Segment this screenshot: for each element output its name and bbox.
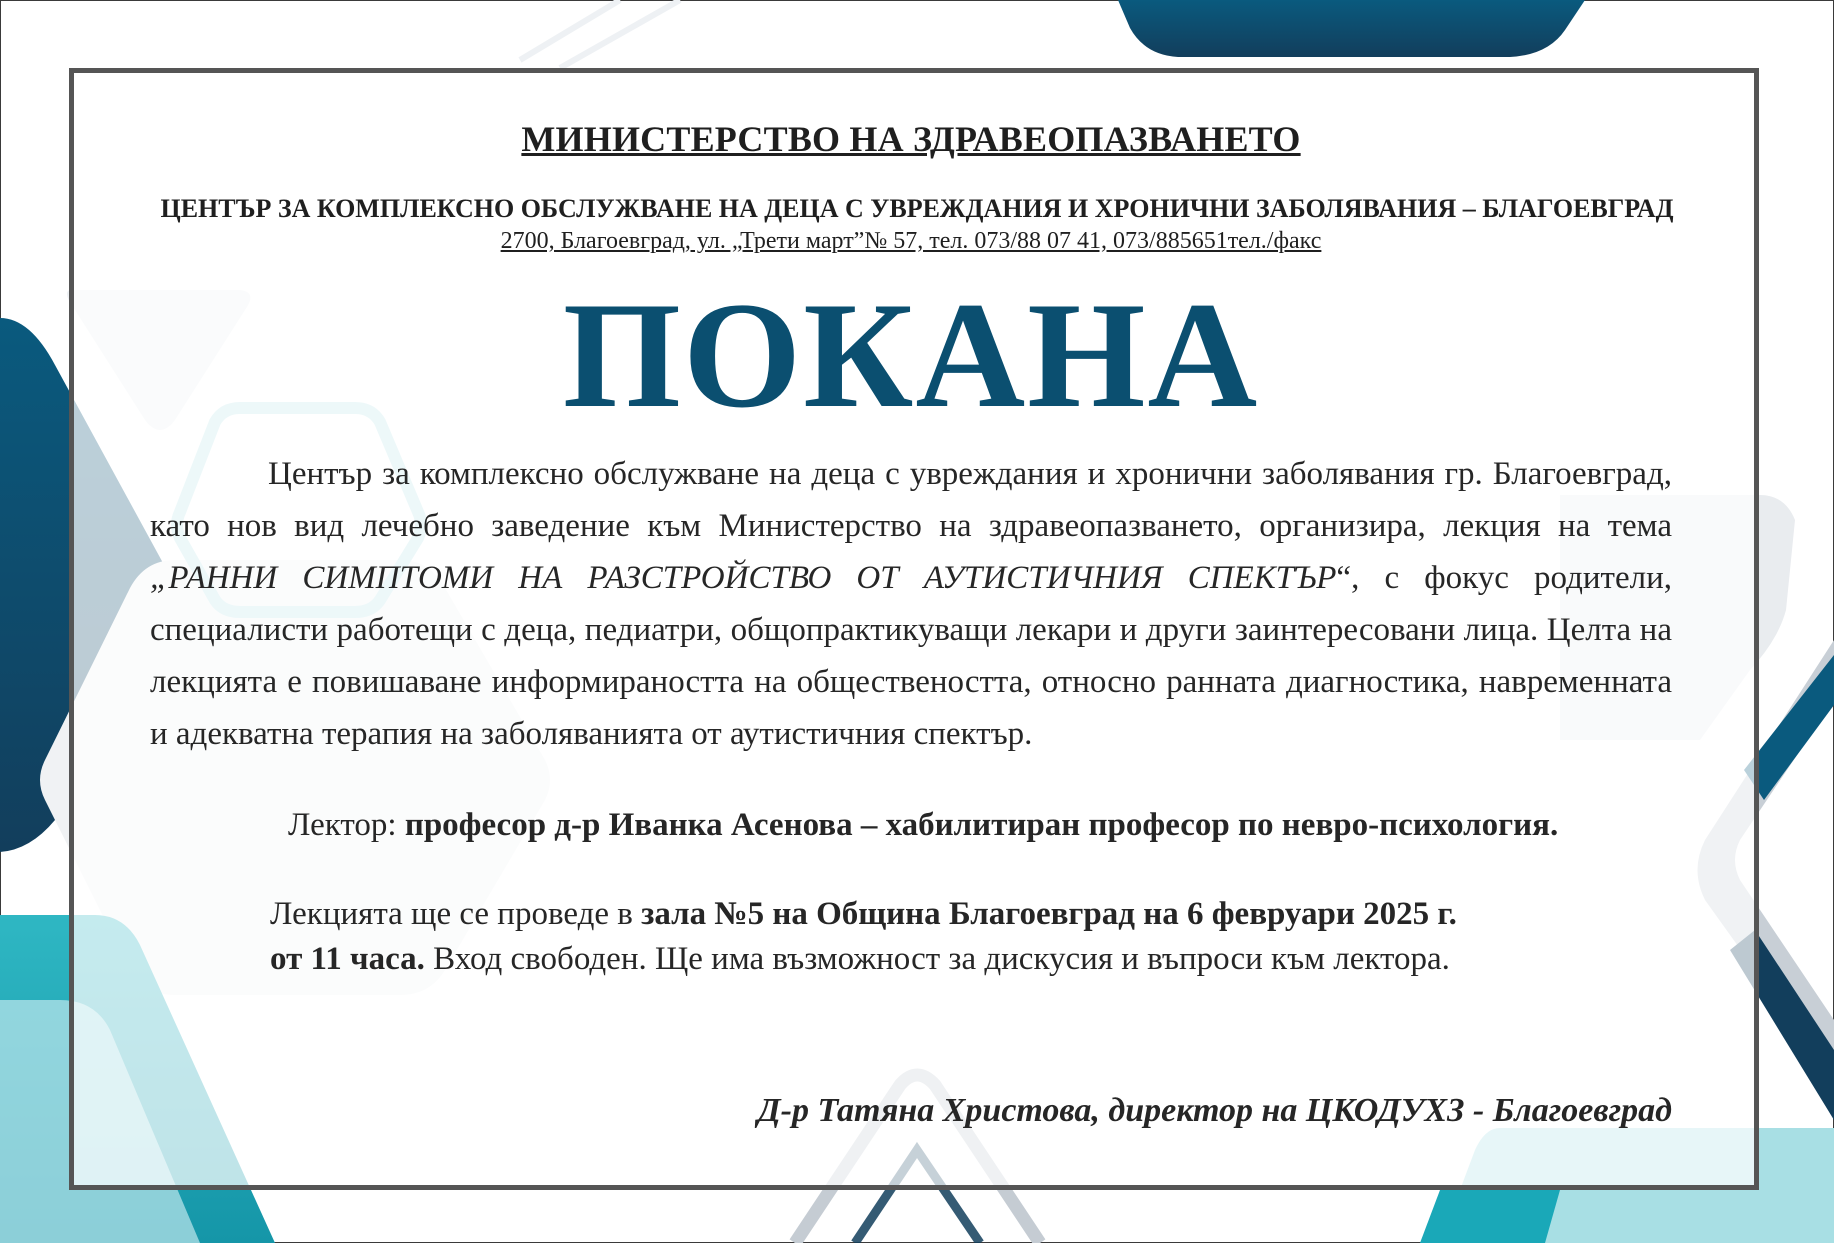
lecturer-label: Лектор: — [288, 807, 405, 843]
lecturer-paragraph — [150, 803, 1672, 848]
center-address: 2700, Благоевград, ул. „Трети март”№ 57, тел. 073/88 07 41, 073/885651тел./факс — [500, 228, 1322, 254]
invitation-title: ПОКАНА — [562, 271, 1260, 439]
lecture-topic: „РАННИ СИМПТОМИ НА РАЗСТРОЙСТВО ОТ АУТИСТИЧНИЯ СПЕКТЪР — [150, 560, 1337, 596]
ministry-heading: МИНИСТЕРСТВО НА ЗДРАВЕОПАЗВАНЕТО — [521, 119, 1301, 159]
signature: Д-р Татяна Христова, директор на ЦКОДУХЗ - Благоевград — [757, 1092, 1672, 1129]
body-part-2: “, с фокус родители, специалисти работещи с деца, педиатри, общопрактикуващи лекари и други заинтересовани лица. Целта на лекцията е повишаване информираността на обществеността, относно ранната диагностика, навременната и адекватна терапия на заболяванията от аутистичния спектър. — [150, 560, 1672, 752]
venue-paragraph — [270, 892, 1690, 982]
bottom-right-teal — [1420, 1190, 1560, 1243]
venue-intro: Лекцията ще се проведе в — [270, 896, 642, 932]
venue-note: Вход свободен. Ще има възможност за дискусия и въпроси към лектора. — [424, 941, 1450, 977]
lecturer-name: професор д-р Иванка Асенова – хабилитиран професор по невро-психология. — [404, 807, 1559, 843]
top-faint-lines — [520, 0, 680, 68]
center-name: ЦЕНТЪР ЗА КОМПЛЕКСНО ОБСЛУЖВАНЕ НА ДЕЦА С УВРЕЖДАНИЯ И ХРОНИЧНИ ЗАБОЛЯВАНИЯ – БЛАГОЕВГРАД — [160, 194, 1674, 223]
top-right-blue-shape — [1118, 0, 1585, 57]
invitation-body — [150, 448, 1672, 760]
body-part-1: Център за комплексно обслужване на деца с увреждания и хронични заболявания гр. Благоевград, като нов вид лечебно заведение към Министерство на здравеопазването, организира, лекция на тема — [150, 456, 1672, 544]
venue-time: от 11 часа. — [270, 941, 425, 977]
venue-place-date: зала №5 на Община Благоевград на 6 февруари 2025 г. — [641, 896, 1457, 932]
